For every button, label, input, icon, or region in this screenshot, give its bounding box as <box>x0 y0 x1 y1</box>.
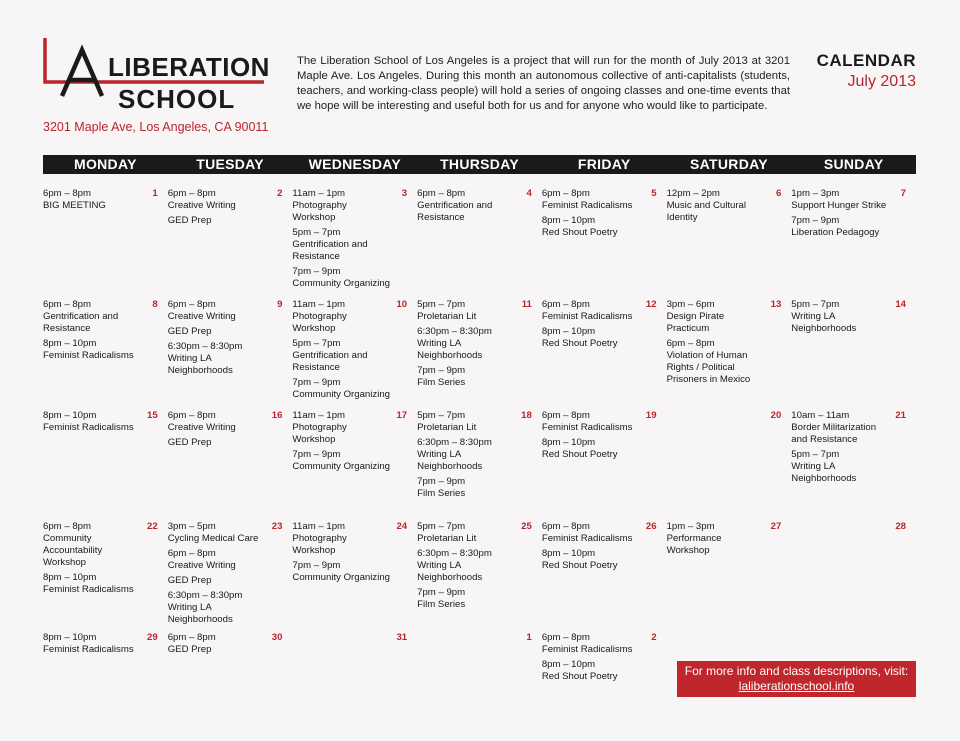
event-item <box>43 572 160 596</box>
day-cell <box>292 410 417 521</box>
day-number: 17 <box>396 410 408 421</box>
weekday-sunday: SUNDAY <box>823 156 884 172</box>
day-number: 1 <box>526 632 532 643</box>
day-cell <box>791 299 916 410</box>
event-time: 8pm – 10pm <box>43 632 97 643</box>
event-time: 3pm – 5pm <box>167 521 216 532</box>
event-time: 11am – 1pm <box>292 521 346 532</box>
day-number: 20 <box>770 410 782 421</box>
day-number: 4 <box>526 188 532 199</box>
event-time: 7pm – 9pm <box>292 266 341 277</box>
event-time: 7pm – 9pm <box>417 587 466 598</box>
event-title: Red Shout Poetry <box>541 338 618 349</box>
la-liberation-school-logo <box>42 36 272 116</box>
event-time: 11am – 1pm <box>292 188 346 199</box>
event-time: 6pm – 8pm <box>541 632 590 643</box>
event-time: 8pm – 10pm <box>43 572 97 583</box>
event-title: Writing LA Neighborhoods <box>417 560 483 583</box>
event-item <box>417 521 534 545</box>
event-item <box>417 548 534 584</box>
event-title: GED Prep <box>167 215 212 226</box>
day-number: 13 <box>770 299 782 310</box>
event-title: Photography Workshop <box>292 311 347 334</box>
event-title: Community Organizing <box>292 389 390 400</box>
event-title: Photography Workshop <box>292 533 347 556</box>
event-title: Red Shout Poetry <box>541 449 618 460</box>
event-title: Creative Writing <box>167 311 236 322</box>
event-item <box>542 188 659 212</box>
event-time: 5pm – 7pm <box>417 299 466 310</box>
event-title: Cycling Medical Care <box>167 533 259 544</box>
event-time: 11am – 1pm <box>292 299 346 310</box>
event-item <box>43 521 160 569</box>
event-item <box>292 266 409 290</box>
event-item <box>43 299 160 335</box>
event-title: Gentrification and Resistance <box>417 200 493 223</box>
day-number: 10 <box>396 299 408 310</box>
event-item <box>168 341 285 377</box>
event-item <box>168 521 285 545</box>
day-cell <box>417 521 542 632</box>
day-cell <box>43 188 168 299</box>
day-number: 7 <box>900 188 906 199</box>
event-time: 6pm – 8pm <box>541 188 590 199</box>
event-title: Proletarian Lit <box>417 422 477 433</box>
event-time: 6pm – 8pm <box>167 548 216 559</box>
event-title: Gentrification and Resistance <box>292 239 368 262</box>
event-time: 3pm – 6pm <box>666 299 715 310</box>
svg-text:LIBERATION: LIBERATION <box>108 52 270 82</box>
event-time: 5pm – 7pm <box>292 338 341 349</box>
event-item <box>417 587 534 611</box>
day-number: 2 <box>277 188 283 199</box>
day-cell <box>417 410 542 521</box>
day-number: 3 <box>401 188 408 199</box>
weekday-header <box>43 155 916 174</box>
day-number: 16 <box>271 410 283 421</box>
website-link[interactable]: laliberationschool.info <box>738 679 855 693</box>
event-item <box>168 548 285 572</box>
event-title: Photography Workshop <box>292 200 347 223</box>
event-item <box>168 299 285 323</box>
event-item <box>292 449 409 473</box>
event-title: Proletarian Lit <box>417 311 477 322</box>
event-time: 7pm – 9pm <box>791 215 840 226</box>
day-number: 14 <box>895 299 906 310</box>
event-time: 1pm – 3pm <box>666 521 715 532</box>
day-cell <box>292 521 417 632</box>
event-item <box>542 299 659 323</box>
day-number: 22 <box>147 521 158 532</box>
event-title: Feminist Radicalisms <box>541 644 633 655</box>
day-number: 31 <box>396 632 408 643</box>
event-item <box>542 632 659 656</box>
day-cell <box>791 521 916 632</box>
event-title: Community Organizing <box>292 572 390 583</box>
event-item <box>292 188 409 224</box>
event-item <box>791 188 908 212</box>
event-time: 6pm – 8pm <box>43 188 91 199</box>
day-cell <box>43 632 168 712</box>
event-item <box>791 449 908 485</box>
day-cell <box>667 410 792 521</box>
event-title: Creative Writing <box>167 560 236 571</box>
event-time: 6pm – 8pm <box>541 299 590 310</box>
day-number: 26 <box>645 521 657 532</box>
event-title: Violation of Human Rights / Political Prisoners in Mexico <box>666 350 751 385</box>
event-title: Writing LA Neighborhoods <box>791 461 857 484</box>
weekday-monday: MONDAY <box>73 156 137 172</box>
day-number: 11 <box>521 299 532 310</box>
event-item <box>542 659 659 683</box>
event-item <box>542 548 659 572</box>
event-title: Writing LA Neighborhoods <box>167 353 233 376</box>
event-time: 6pm – 8pm <box>167 410 216 421</box>
event-time: 8pm – 10pm <box>541 326 596 337</box>
day-cell <box>667 299 792 410</box>
calendar-label: CALENDAR <box>816 51 916 70</box>
event-title: Feminist Radicalisms <box>541 533 633 544</box>
event-time: 6:30pm – 8:30pm <box>417 548 492 559</box>
day-number: 2 <box>651 632 657 643</box>
event-item <box>43 188 160 212</box>
day-number: 5 <box>651 188 657 199</box>
event-title: Film Series <box>417 488 466 499</box>
event-title: Border Militarization and Resistance <box>791 422 877 445</box>
more-info-box <box>677 661 916 697</box>
day-number: 15 <box>147 410 158 421</box>
event-time: 1pm – 3pm <box>791 188 840 199</box>
day-cell <box>542 299 667 410</box>
event-item <box>417 410 534 434</box>
event-title: Design Pirate Practicum <box>666 311 725 334</box>
event-title: Gentrification and Resistance <box>43 311 119 334</box>
event-title: Community Organizing <box>292 461 390 472</box>
day-cell <box>667 188 792 299</box>
event-time: 6:30pm – 8:30pm <box>167 590 243 601</box>
event-time: 11am – 1pm <box>292 410 346 421</box>
day-number: 25 <box>521 521 532 532</box>
event-item <box>168 590 285 626</box>
day-cell <box>168 521 293 632</box>
day-cell <box>292 632 417 712</box>
calendar-grid <box>43 188 916 712</box>
event-title: Proletarian Lit <box>417 533 477 544</box>
event-time: 8pm – 10pm <box>541 437 596 448</box>
event-time: 5pm – 7pm <box>417 521 466 532</box>
event-item <box>292 560 409 584</box>
event-time: 7pm – 9pm <box>417 476 466 487</box>
event-title: Creative Writing <box>167 200 236 211</box>
event-item <box>417 437 534 473</box>
event-title: Feminist Radicalisms <box>541 422 633 433</box>
event-title: Writing LA Neighborhoods <box>417 338 483 361</box>
event-title: Support Hunger Strike <box>791 200 887 211</box>
day-cell <box>542 410 667 521</box>
day-cell <box>791 188 916 299</box>
event-time: 12pm – 2pm <box>666 188 720 199</box>
event-time: 5pm – 7pm <box>417 410 466 421</box>
day-number: 18 <box>521 410 532 421</box>
event-title: Writing LA Neighborhoods <box>417 449 483 472</box>
svg-text:SCHOOL: SCHOOL <box>118 84 236 114</box>
event-title: GED Prep <box>167 437 212 448</box>
day-cell <box>168 299 293 410</box>
event-item <box>542 410 659 434</box>
day-cell <box>168 188 293 299</box>
event-title: Liberation Pedagogy <box>791 227 880 238</box>
event-title: Feminist Radicalisms <box>43 350 134 361</box>
day-number: 9 <box>277 299 283 310</box>
event-item <box>168 632 285 656</box>
weekday-thursday: THURSDAY <box>440 156 519 172</box>
event-title: GED Prep <box>167 644 212 655</box>
day-number: 1 <box>152 188 158 199</box>
event-title: Feminist Radicalisms <box>43 584 134 595</box>
event-item <box>43 338 160 362</box>
day-cell <box>43 410 168 521</box>
event-item <box>417 188 534 224</box>
event-title: Feminist Radicalisms <box>541 311 633 322</box>
event-item <box>168 188 285 212</box>
event-time: 6pm – 8pm <box>541 410 590 421</box>
day-number: 30 <box>271 632 283 643</box>
event-item <box>417 299 534 323</box>
event-time: 6pm – 8pm <box>167 632 216 643</box>
event-title: Writing LA Neighborhoods <box>791 311 857 334</box>
weekday-saturday: SATURDAY <box>690 156 768 172</box>
event-time: 6pm – 8pm <box>417 188 466 199</box>
day-cell <box>667 521 792 632</box>
event-title: GED Prep <box>167 326 212 337</box>
event-title: GED Prep <box>167 575 212 586</box>
day-number: 24 <box>396 521 408 532</box>
event-title: Community Accountability Workshop <box>43 533 103 568</box>
day-cell <box>417 299 542 410</box>
day-cell <box>43 521 168 632</box>
event-time: 5pm – 7pm <box>791 449 840 460</box>
event-item <box>667 521 784 557</box>
event-title: Red Shout Poetry <box>541 671 618 682</box>
day-number: 27 <box>770 521 782 532</box>
event-title: Feminist Radicalisms <box>43 422 134 433</box>
event-item <box>542 215 659 239</box>
event-title: Gentrification and Resistance <box>292 350 368 373</box>
day-cell <box>417 632 542 712</box>
day-number: 28 <box>895 521 906 532</box>
event-time: 6pm – 8pm <box>43 521 91 532</box>
event-item <box>43 410 160 434</box>
calendar-title <box>817 51 916 91</box>
event-time: 6:30pm – 8:30pm <box>417 326 492 337</box>
event-time: 6pm – 8pm <box>43 299 91 310</box>
event-item <box>791 299 908 335</box>
event-time: 10am – 11am <box>791 410 850 421</box>
event-time: 7pm – 9pm <box>417 365 466 376</box>
event-time: 6pm – 8pm <box>167 188 216 199</box>
event-item <box>292 377 409 401</box>
day-number: 19 <box>645 410 657 421</box>
event-item <box>168 437 285 449</box>
event-time: 7pm – 9pm <box>292 449 341 460</box>
day-cell <box>168 632 293 712</box>
event-title: Feminist Radicalisms <box>43 644 134 655</box>
event-item <box>417 326 534 362</box>
event-time: 8pm – 10pm <box>541 659 596 670</box>
event-time: 8pm – 10pm <box>541 548 596 559</box>
event-item <box>292 338 409 374</box>
day-number: 29 <box>147 632 158 643</box>
day-cell <box>292 188 417 299</box>
event-time: 8pm – 10pm <box>43 410 97 421</box>
event-item <box>417 476 534 500</box>
event-item <box>43 632 160 656</box>
weekday-tuesday: TUESDAY <box>196 156 264 172</box>
day-cell <box>791 410 916 521</box>
event-item <box>667 338 784 386</box>
weekday-wednesday: WEDNESDAY <box>308 156 401 172</box>
event-time: 7pm – 9pm <box>292 560 341 571</box>
day-cell <box>542 521 667 632</box>
event-title: Red Shout Poetry <box>541 560 618 571</box>
event-title: Writing LA Neighborhoods <box>167 602 233 625</box>
weekday-friday: FRIDAY <box>577 156 631 172</box>
calendar-month: July 2013 <box>847 73 916 90</box>
day-cell <box>542 632 667 712</box>
event-item <box>417 365 534 389</box>
event-item <box>791 410 908 446</box>
more-info-text: For more info and class descriptions, visit: <box>684 664 909 678</box>
event-title: Red Shout Poetry <box>541 227 618 238</box>
event-time: 6pm – 8pm <box>167 299 216 310</box>
event-item <box>542 437 659 461</box>
day-cell <box>43 299 168 410</box>
intro-paragraph: The Liberation School of Los Angeles is a project that will run for the month of July 2013 at 3201 Maple Ave. Los Angeles. During this month an autonomous collective of anti-capitalists (students, teachers, and working-class people) will hold a series of ongoing classes and one-time events that we hope will be interesting and useful both for us and for anyone who would like to participate. <box>297 55 790 112</box>
day-cell <box>542 188 667 299</box>
event-title: Feminist Radicalisms <box>541 200 633 211</box>
event-time: 7pm – 9pm <box>292 377 341 388</box>
event-item <box>292 299 409 335</box>
day-number: 12 <box>645 299 657 310</box>
event-item <box>791 215 908 239</box>
event-item <box>667 299 784 335</box>
event-time: 5pm – 7pm <box>292 227 341 238</box>
event-item <box>168 575 285 587</box>
event-title: Performance Workshop <box>666 533 722 556</box>
event-time: 8pm – 10pm <box>541 215 596 226</box>
event-time: 5pm – 7pm <box>791 299 840 310</box>
event-title: Creative Writing <box>167 422 236 433</box>
day-number: 23 <box>271 521 283 532</box>
school-address: 3201 Maple Ave, Los Angeles, CA 90011 <box>43 120 269 134</box>
day-number: 21 <box>895 410 906 421</box>
event-title: Film Series <box>417 377 466 388</box>
event-title: Film Series <box>417 599 466 610</box>
event-title: Music and Cultural Identity <box>666 200 747 223</box>
day-number: 6 <box>775 188 782 199</box>
event-item <box>292 521 409 557</box>
event-title: Community Organizing <box>292 278 390 289</box>
event-time: 6:30pm – 8:30pm <box>417 437 492 448</box>
event-item <box>292 227 409 263</box>
event-time: 6:30pm – 8:30pm <box>167 341 243 352</box>
event-item <box>168 326 285 338</box>
event-title: Photography Workshop <box>292 422 347 445</box>
day-cell <box>292 299 417 410</box>
event-title: BIG MEETING <box>43 200 106 211</box>
event-item <box>667 188 784 224</box>
event-item <box>168 215 285 227</box>
event-item <box>292 410 409 446</box>
day-cell <box>168 410 293 521</box>
day-cell <box>417 188 542 299</box>
event-item <box>168 410 285 434</box>
event-time: 8pm – 10pm <box>43 338 97 349</box>
event-item <box>542 521 659 545</box>
event-time: 6pm – 8pm <box>666 338 715 349</box>
event-time: 6pm – 8pm <box>541 521 590 532</box>
event-item <box>542 326 659 350</box>
day-number: 8 <box>152 299 158 310</box>
